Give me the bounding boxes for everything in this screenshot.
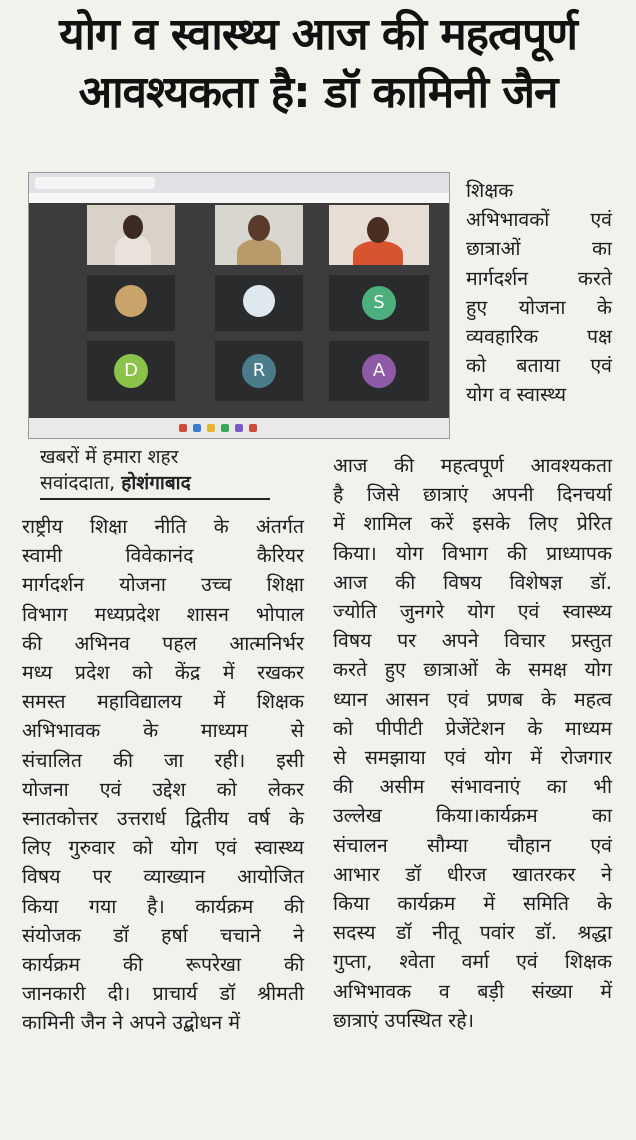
video-tile bbox=[329, 205, 429, 265]
article-line: ध्यान आसन एवं प्रणब के महत्व bbox=[333, 687, 612, 711]
video-tile bbox=[215, 275, 303, 331]
article-line: स्नातकोत्तर उत्तरार्ध द्वितीय वर्ष के bbox=[22, 807, 304, 831]
article-line: लिए गुरुवार को योग एवं स्वास्थ्य bbox=[22, 836, 304, 860]
video-conference-screenshot bbox=[28, 172, 450, 439]
article-line: संयोजक डॉ हर्षा चचाने ने bbox=[22, 923, 304, 947]
article-line: को बताया एवं bbox=[466, 354, 612, 378]
article-line: शिक्षक bbox=[466, 179, 514, 202]
address-bar bbox=[29, 193, 449, 203]
browser-tab-bar bbox=[29, 173, 449, 193]
article-line: अभिभावकों एवं bbox=[466, 208, 612, 232]
article-column-right bbox=[333, 451, 612, 1035]
article-line: किया। योग विभाग की प्राध्यापक bbox=[333, 541, 612, 565]
article-line: उल्लेख किया।कार्यक्रम का bbox=[333, 804, 612, 828]
article-line: संचालन सौम्या चौहान एवं bbox=[333, 833, 612, 857]
headline bbox=[0, 6, 636, 122]
article-column-right-top bbox=[466, 176, 612, 410]
article-line: समस्त महाविद्यालय में शिक्षक bbox=[22, 690, 304, 714]
participant-tile bbox=[329, 341, 429, 401]
article-line: किया कार्यक्रम में समिति के bbox=[333, 892, 612, 916]
byline-source: खबरों में हमारा शहर bbox=[40, 446, 179, 468]
article-line: किया गया है। कार्यक्रम की bbox=[22, 894, 304, 918]
article-line: है जिसे छात्राएं अपनी दिनचर्या bbox=[333, 483, 612, 507]
participant-avatar: D bbox=[114, 354, 148, 388]
article-line: कार्यक्रम की रूपरेखा की bbox=[22, 953, 304, 977]
article-line: छात्राएं उपस्थित रहे। bbox=[333, 1008, 475, 1032]
participant-avatar: S bbox=[362, 286, 396, 320]
article-line: मार्गदर्शन करते bbox=[466, 266, 612, 290]
video-tile bbox=[215, 205, 303, 265]
article-line: में शामिल करें इसके लिए प्रेरित bbox=[333, 512, 612, 536]
article-line: को पीपीटी प्रेजेंटेशन के माध्यम bbox=[333, 716, 612, 740]
article-line: योजना एवं उद्देश को लेकर bbox=[22, 777, 304, 801]
article-line: आभार डॉ धीरज खातरकर ने bbox=[333, 862, 612, 886]
article-line: ज्योति जुनगरे योग एवं स्वास्थ्य bbox=[333, 600, 612, 624]
byline-place: होशंगाबाद bbox=[121, 472, 191, 494]
article-line: संचालित की जा रही। इसी bbox=[22, 748, 304, 772]
article-line: व्यवहारिक पक्ष bbox=[466, 325, 612, 349]
article-line: अभिभावक के माध्यम से bbox=[22, 719, 304, 743]
article-line: की अभिनव पहल आत्मनिर्भर bbox=[22, 631, 304, 655]
article-line: छात्राओं का bbox=[466, 237, 612, 261]
participant-tile bbox=[329, 275, 429, 331]
article-line: योग व स्वास्थ्य bbox=[466, 383, 567, 407]
article-line: विषय पर अपने विचार प्रस्तुत bbox=[333, 629, 612, 653]
article-line: मार्गदर्शन योजना उच्च शिक्षा bbox=[22, 573, 304, 597]
article-line: की असीम संभावनाएं का भी bbox=[333, 775, 612, 799]
video-tile bbox=[87, 275, 175, 331]
article-line: आज की विषय विशेषज्ञ डॉ. bbox=[333, 570, 612, 594]
byline bbox=[40, 444, 270, 500]
participant-tile bbox=[87, 341, 175, 401]
article-line: सदस्य डॉ नीतू पवांर डॉ. श्रद्धा bbox=[333, 921, 612, 945]
article-line: राष्ट्रीय शिक्षा नीति के अंतर्गत bbox=[22, 515, 304, 538]
article-line: से समझाया एवं योग में रोजगार bbox=[333, 746, 612, 770]
article-column-left bbox=[22, 512, 304, 1038]
article-line: हुए योजना के bbox=[466, 295, 612, 319]
participant-avatar: A bbox=[362, 354, 396, 388]
article-line: विभाग मध्यप्रदेश शासन भोपाल bbox=[22, 602, 304, 626]
byline-reporter: सवांददाता, होशंगाबाद bbox=[40, 470, 270, 500]
headline-line-1: योग व स्वास्थ्य आज की महत्वपूर्ण bbox=[59, 9, 577, 60]
article-line: करते हुए छात्राओं के समक्ष योग bbox=[333, 658, 612, 682]
article-line: कामिनी जैन ने अपने उद्बोधन में bbox=[22, 1011, 241, 1035]
article-line: जानकारी दी। प्राचार्य डॉ श्रीमती bbox=[22, 982, 304, 1006]
article-line: गुप्ता, श्वेता वर्मा एवं शिक्षक bbox=[333, 950, 612, 974]
article-line: मध्य प्रदेश को केंद्र में रखकर bbox=[22, 661, 304, 685]
taskbar bbox=[29, 418, 449, 438]
participant-avatar: R bbox=[242, 354, 276, 388]
participant-tile bbox=[215, 341, 303, 401]
article-line: आज की महत्वपूर्ण आवश्यकता bbox=[333, 454, 612, 477]
article-line: अभिभावक व बड़ी संख्या में bbox=[333, 979, 612, 1003]
article-line: स्वामी विवेकानंद कैरियर bbox=[22, 544, 304, 568]
article-line: विषय पर व्याख्यान आयोजित bbox=[22, 865, 304, 889]
headline-line-2: आवश्यकता है: डॉ कामिनी जैन bbox=[78, 67, 558, 118]
video-tile bbox=[87, 205, 175, 265]
